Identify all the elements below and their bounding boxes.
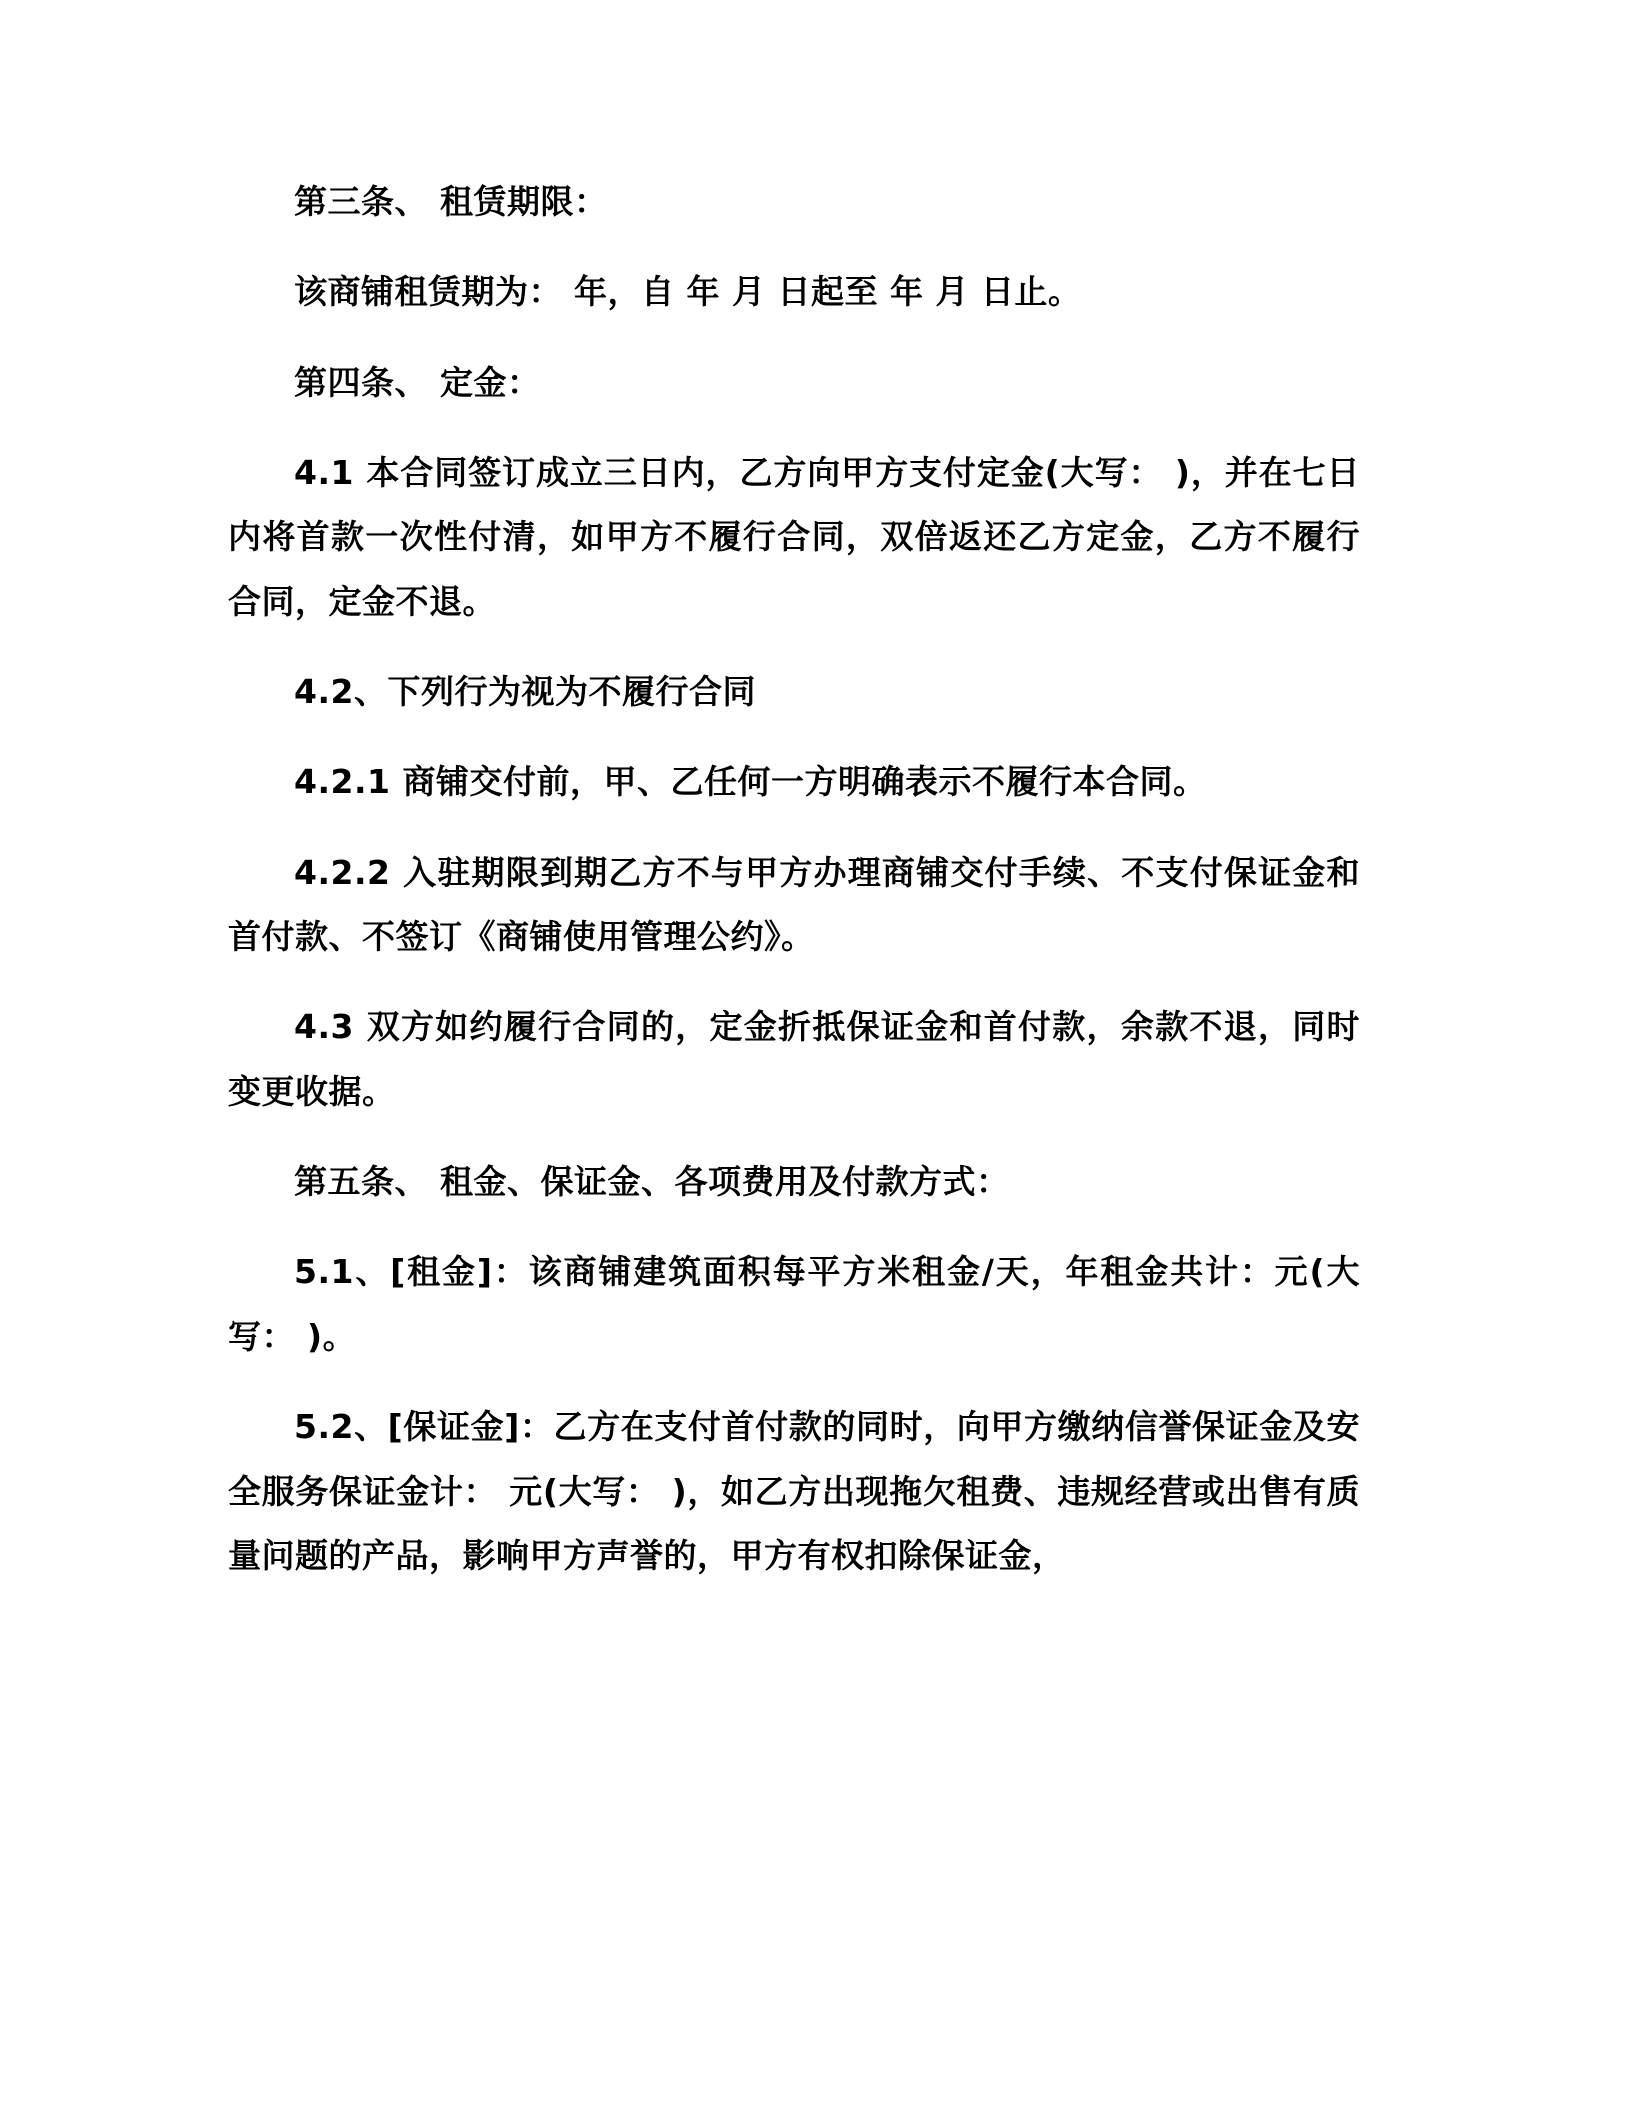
clause-3-title: 第三条、 租赁期限：: [294, 182, 608, 221]
clause-4-title: 第四条、 定金：: [294, 362, 541, 402]
clause-4-1: 4.1 本合同签订成立三日内，乙方向甲方支付定金(大写： )，并在七日内将首款一次性付清，如甲方不履行合同，双倍返还乙方定金，乙方不履行合同，定金不退。: [228, 453, 1360, 621]
clause-5-2: 5.2、[保证金]：乙方在支付首付款的同时，向甲方缴纳信誉保证金及安全服务保证金计： 元(大写： )，如乙方出现拖欠租费、违规经营或出售有质量问题的产品，影响甲方声誉的，甲方有权扣除保证金，: [228, 1407, 1360, 1575]
clause-4-2: 4.2、下列行为视为不履行合同: [294, 672, 756, 712]
clause-4-2-1: 4.2.1 商铺交付前，甲、乙任何一方明确表示不履行本合同。: [294, 762, 1207, 802]
clause-4-2-2: 4.2.2 入驻期限到期乙方不与甲方办理商铺交付手续、不支付保证金和首付款、不签订《商铺使用管理公约》。: [228, 852, 1360, 957]
document-body: [228, 170, 1360, 1588]
clause-4-3: 4.3 双方如约履行合同的，定金折抵保证金和首付款，余款不退，同时变更收据。: [228, 1007, 1360, 1111]
clause-5-title: 第五条、 租金、保证金、各项费用及付款方式：: [294, 1162, 1010, 1202]
clause-3-term: 该商铺租赁期为： 年，自 年 月 日起至 年 月 日止。: [294, 272, 1082, 312]
clause-5-1: 5.1、[租金]：该商铺建筑面积每平方米租金/天，年租金共计：元(大写： )。: [228, 1252, 1360, 1356]
